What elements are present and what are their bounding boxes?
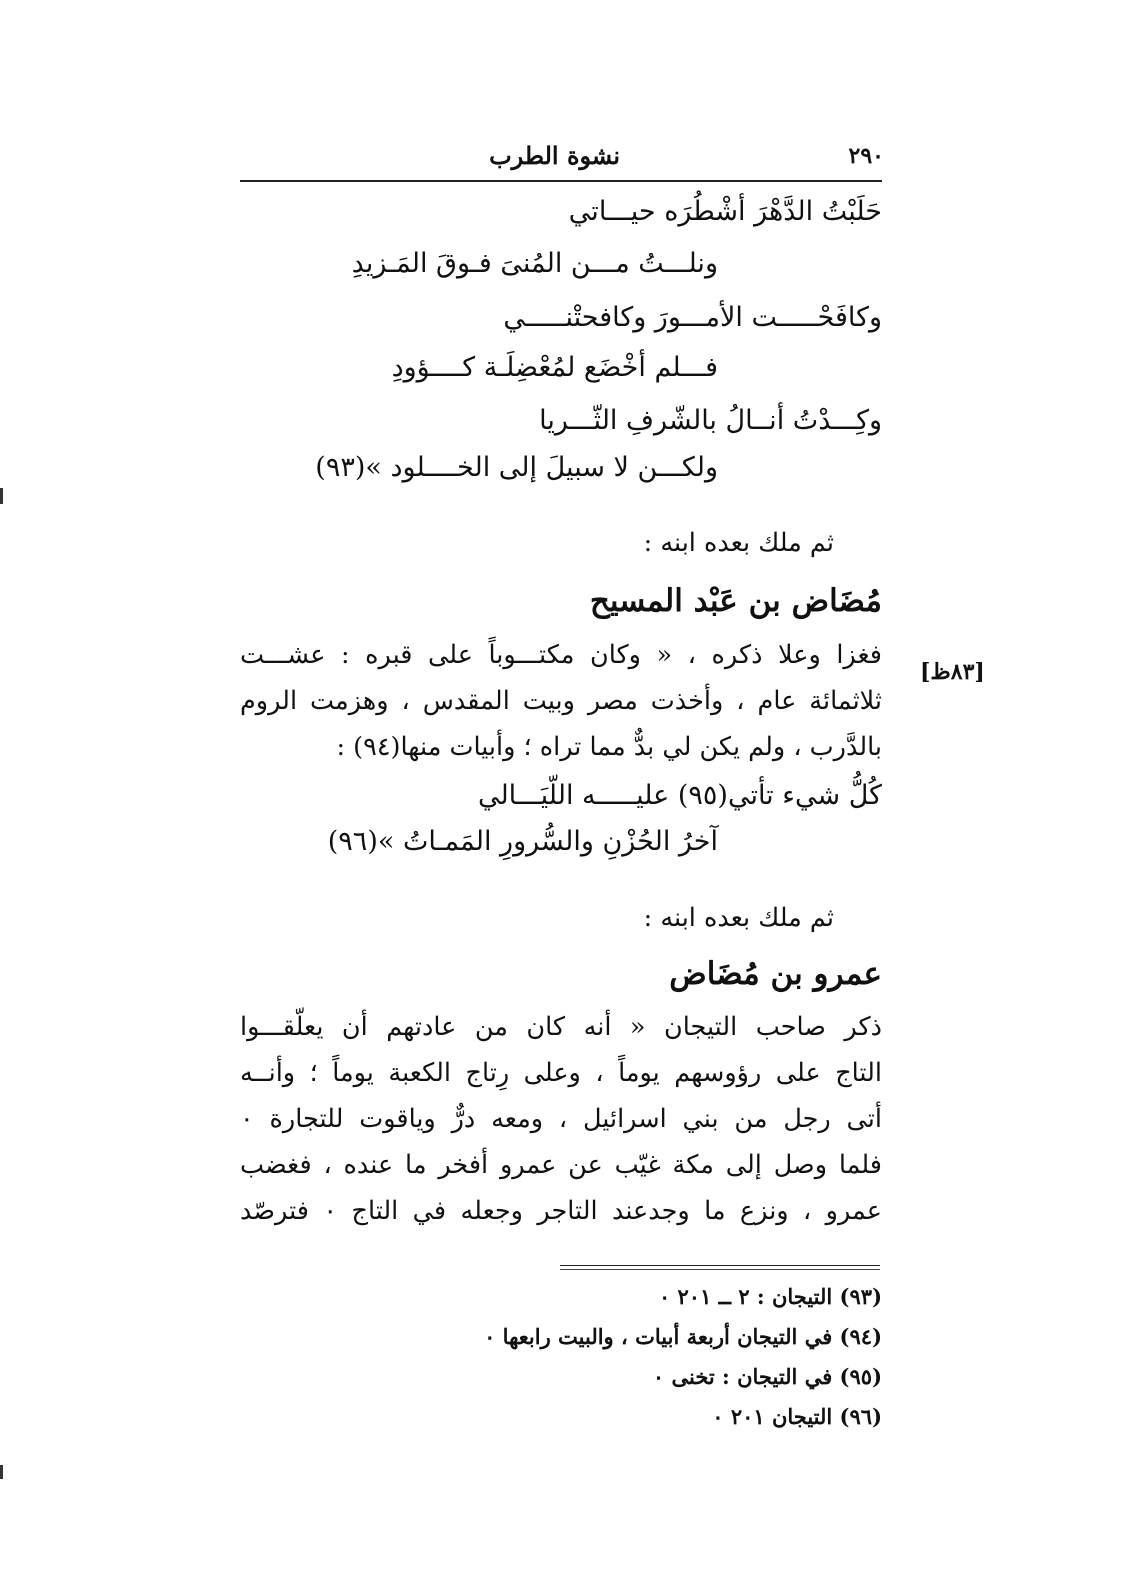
footnote-rule	[560, 1269, 880, 1270]
paragraph-line: عمرو ، ونزع ما وجدعند التاجر وجعله في التاج ٠ فترصّد	[240, 1196, 882, 1226]
verse-line: حَلَبْتُ الدَّهْرَ أشْطُرَه حيـــاتي	[568, 196, 882, 227]
margin-folio-note: [٨٣ظ]	[920, 659, 985, 685]
transition-text: ثم ملك بعده ابنه :	[643, 528, 834, 558]
paragraph-line: ذكر صاحب التيجان « أنه كان من عادتهم أن يعلّقـــوا	[240, 1012, 882, 1042]
verse-line: ونلـــتُ مـــن المُنىَ فـوقَ المَـزيدِ	[351, 248, 718, 279]
scan-edge-mark	[0, 488, 3, 504]
footnote-rule	[560, 1265, 880, 1266]
verse-line: آخرُ الحُزْنِ والسُّرورِ المَمـاتُ »(٩٦)	[327, 826, 718, 857]
paragraph-line: ثلاثمائة عام ، وأخذت مصر وبيت المقدس ، وهزمت الروم	[240, 686, 882, 716]
scan-edge-mark	[0, 1465, 3, 1479]
verse-line: وكِـــدْتُ أنــالُ بالشّرفِ الثّـــريا	[539, 405, 882, 436]
paragraph-line: أتى رجل من بني اسرائيل ، ومعه درٌّ وياقوت للتجارة ٠	[240, 1104, 882, 1134]
footnote: (٩٤) في التيجان أربعة أبيات ، والبيت رابعها ٠	[484, 1324, 882, 1349]
paragraph-line: بالدَّرب ، ولم يكن لي بدٌّ مما تراه ؛ وأبيات منها(٩٤) :	[336, 732, 882, 762]
verse-line: فـــلم أخْضَع لمُعْضِلَـة كــــؤودِ	[391, 352, 718, 383]
transition-text: ثم ملك بعده ابنه :	[643, 903, 834, 933]
paragraph-line: التاج على رؤوسهم يوماً ، وعلى رِتاج الكعبة يوماً ؛ وأنــه	[240, 1058, 882, 1088]
section-heading: مُضَاض بن عَبْد المسيح	[589, 583, 882, 619]
section-heading: عمرو بن مُضَاض	[669, 956, 882, 992]
header-rule	[240, 180, 882, 182]
verse-line: ولكـــن لا سبيلَ إلى الخــــلود »(٩٣)	[315, 452, 718, 483]
paragraph-line: فلما وصل إلى مكة غيّب عن عمرو أفخر ما عنده ، فغضب	[240, 1150, 882, 1180]
footnote: (٩٦) التيجان ٢٠١ ٠	[712, 1404, 882, 1429]
running-title: نشوة الطرب	[489, 141, 620, 170]
footnote: (٩٥) في التيجان : تخنى ٠	[652, 1364, 882, 1389]
footnote: (٩٣) التيجان : ٢ ــ ٢٠١ ٠	[658, 1284, 882, 1309]
verse-line: كُلُّ شيء تأتي(٩٥) عليـــــه اللّيَـــالي	[477, 780, 882, 811]
verse-line: وكافَحْـــــت الأمـــورَ وكافحتْنـــــي	[503, 302, 882, 333]
page-number: ٢٩٠	[848, 143, 884, 169]
paragraph-line: فغزا وعلا ذكره ، « وكان مكتـــوباً على قبره : عشـــت	[240, 640, 882, 670]
